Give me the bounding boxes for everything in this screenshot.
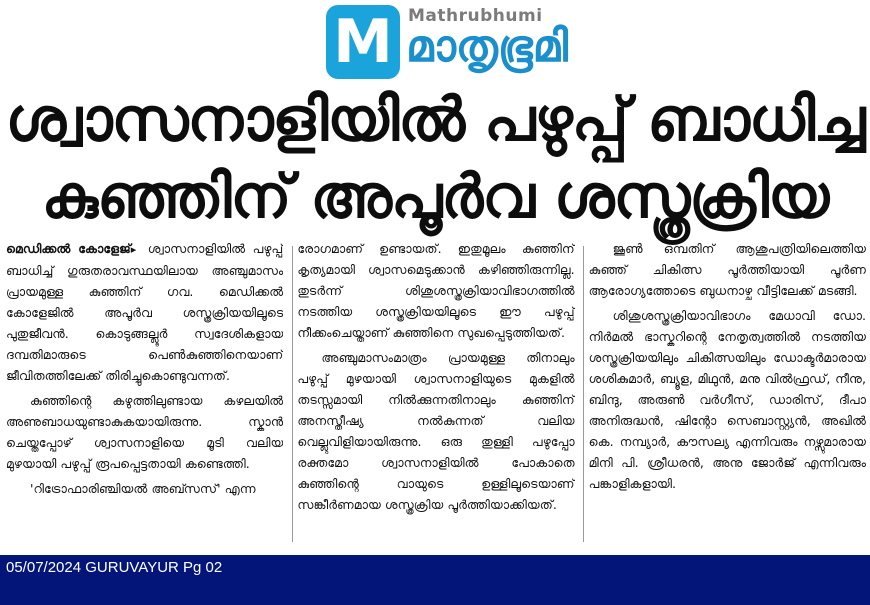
dateline: മെഡിക്കൽ കോളേജ്	[6, 241, 131, 256]
article-paragraph: അഞ്ചുമാസംമാത്രം പ്രായമുള്ള തിനാലും പഴുപ്പ് മുഴയായി ശ്വാസനാളിയുടെ മുകളിൽ തടസ്സമായി നിൽക്കുന്നതിനാലും കുഞ്ഞിന് അനസ്തീഷ്യ നൽകുന്നത് വലിയ വെല്ലുവിളിയായിരുന്നു. ഒരു തുള്ളി പഴുപ്പോ രക്തമോ ശ്വാസനാളിയിൽ പോകാതെ കുഞ്ഞിന്റെ വായുടെ ഉള്ളിലൂടെയാണ് സങ്കീർണമായ ശസ്ത്രക്രിയ പൂർത്തിയാക്കിയത്.	[297, 350, 575, 512]
mathrubhumi-logo	[326, 5, 400, 79]
article-column-3	[589, 238, 866, 550]
article-paragraph: ജൂൺ ഒമ്പതിന് ആശുപത്രിയിലെത്തിയ കുഞ്ഞ് ചികിത്സ പൂർത്തിയായി പൂർണ ആരോഗ്യത്തോടെ ബുധനാഴ്ച വീട്ടിലേക്ക് മടങ്ങി.	[588, 241, 866, 298]
brand-name-malayalam: മാതൃഭൂമി	[406, 21, 569, 72]
headline-line-2: കുഞ്ഞിന് അപൂർവ ശസ്ത്രക്രിയ	[41, 162, 829, 232]
column-divider	[583, 246, 584, 542]
headline-line-1: ശ്വാസനാളിയിൽ പഴുപ്പ് ബാധിച്ച	[5, 85, 865, 155]
article-paragraph	[6, 238, 283, 386]
logo-letter: M	[333, 7, 393, 77]
paragraph-text: ശ്വാസനാളിയിൽ പഴുപ്പ് ബാധിച്ച് ഗുരുതരാവസ്ഥയിലായ അഞ്ചുമാസം പ്രായമുള്ള കുഞ്ഞിന് ഗവ. മെഡിക്കൽ കോളേജിൽ അപൂർവ ശസ്ത്രക്രിയയിലൂടെ പുതുജീവൻ. കൊടുങ്ങല്ലൂർ സ്വദേശികളായ ദമ്പതിമാരുടെ പെൺകുഞ്ഞിനെയാണ് ജീവിതത്തിലേക്ക് തിരിച്ചുകൊണ്ടുവന്നത്.	[6, 241, 284, 383]
article-column-1	[6, 238, 283, 550]
column-divider	[292, 246, 293, 542]
footer-bar	[0, 555, 870, 605]
edition-info: 05/07/2024 GURUVAYUR Pg 02	[6, 559, 223, 576]
article-body	[6, 238, 866, 550]
masthead	[0, 0, 870, 84]
article-paragraph: കുഞ്ഞിന്റെ കഴുത്തിലുണ്ടായ കഴലയിൽ അണുബാധയുണ്ടാകുകയായിരുന്നു. സ്കാൻ ചെയ്തപ്പോഴ് ശ്വാസനാളിയെ മൂടി വലിയ മുഴയായി പഴുപ്പ് രൂപപ്പെട്ടതായി കണ്ടെത്തി.	[6, 393, 284, 471]
article-paragraph: ശിശുശസ്ത്രക്രിയാവിഭാഗം മേധാവി ഡോ. നിർമൽ ഭാസ്കറിന്റെ നേതൃത്വത്തിൽ നടത്തിയ ശസ്ത്രക്രിയയിലും ചികിത്സയിലും ഡോക്ടർമാരായ ശശികുമാർ, ബ്യൂള, മിഥുൻ, മനു വിൽഫ്രഡ്, നീനു, ബിന്ദു, അരുൺ വർഗീസ്, ഡാരിസ്, ദീപാ അനിരുദ്ധൻ, ഷിന്റോ സെബാസ്റ്റ്യൻ, അഖിൽ കെ. നമ്പ്യാർ, കൗസല്യ എന്നിവരും നഴ്സുമാരായ മിനി പി. ശ്രീധരൻ, അനു ജോർജ് എന്നിവരും പങ്കാളികളായി.	[588, 308, 866, 491]
article-column-2	[297, 238, 574, 550]
article-paragraph: രോഗമാണ് ഉണ്ടായത്. ഇതുമൂലം കുഞ്ഞിന് കൃത്യമായി ശ്വാസമെടുക്കാൻ കഴിഞ്ഞിരുന്നില്ല. തുടർന്ന് ശിശുശസ്ത്രക്രിയാവിഭാഗത്തിൽ നടത്തിയ ശസ്ത്രക്രിയയിലൂടെ ഈ പഴുപ്പ് നീക്കംചെയ്താണ് കുഞ്ഞിനെ സുഖപ്പെടുത്തിയത്.	[297, 241, 575, 340]
dateline-arrow-icon: ▸	[130, 243, 137, 256]
brand-name-english: Mathrubhumi	[408, 6, 543, 26]
article-paragraph: 'റിട്രോഫാരിഞ്ചിയൽ അബ്സസ്' എന്ന	[30, 481, 256, 496]
